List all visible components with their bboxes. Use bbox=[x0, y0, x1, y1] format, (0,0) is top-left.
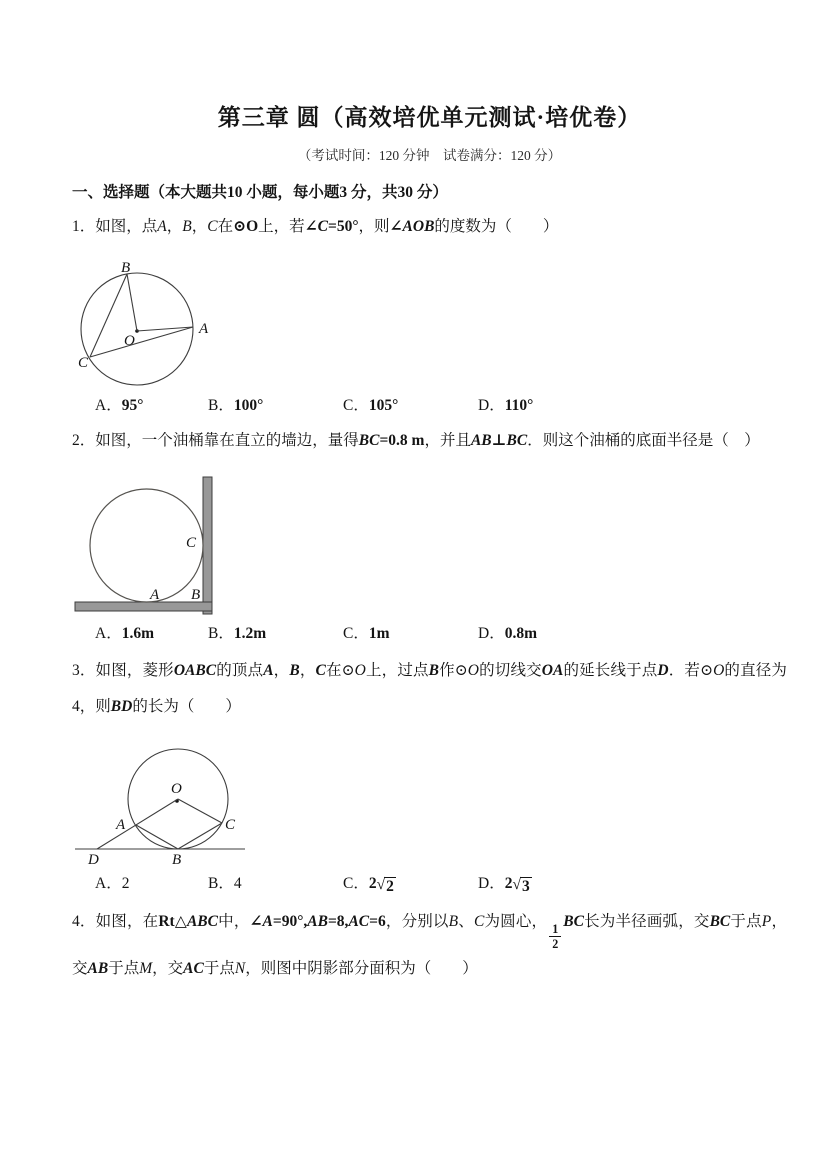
option-value: 1m bbox=[368, 625, 390, 642]
point-label-A: A bbox=[199, 320, 209, 337]
q3-option-c bbox=[343, 873, 478, 896]
segment-BO bbox=[127, 274, 137, 331]
option-value: 4 bbox=[233, 874, 242, 892]
point-label-C: C bbox=[225, 816, 236, 833]
segment-CA bbox=[90, 327, 193, 357]
point-label-B: B bbox=[121, 260, 131, 276]
option-label: A． bbox=[95, 625, 122, 642]
option-value: 110° bbox=[504, 396, 534, 414]
option-label: A． bbox=[95, 396, 122, 414]
segment-BC bbox=[178, 823, 222, 849]
q1-option-d bbox=[478, 395, 533, 417]
point-label-O: O bbox=[124, 332, 135, 349]
option-value: 0.8m bbox=[504, 625, 537, 642]
option-value: 2 √ 2 bbox=[368, 874, 394, 895]
option-label: C． bbox=[343, 625, 369, 642]
question-2-figure bbox=[60, 474, 235, 619]
segment-AB bbox=[136, 825, 178, 849]
q3-option-a bbox=[95, 873, 208, 895]
option-value: 105° bbox=[368, 396, 399, 414]
q3-option-b bbox=[208, 873, 343, 895]
point-label-O: O bbox=[171, 780, 182, 797]
wall bbox=[203, 477, 212, 614]
q2-option-a bbox=[95, 623, 208, 645]
option-label: B． bbox=[208, 625, 234, 642]
section-header: 一、选择题（本大题共10 小题，每小题3 分，共30 分） bbox=[72, 184, 448, 201]
question-3-text: 3．如图，菱形OABC的顶点A，B，C在⊙O上，过点B作⊙O的切线交OA的延长线于点D．若⊙O的直径为4，则BD的长为（ ） bbox=[72, 662, 787, 715]
point-label-A: A bbox=[116, 816, 126, 833]
question-2-options bbox=[72, 623, 787, 645]
point-label-C: C bbox=[186, 535, 197, 551]
option-value: 2 √ 3 bbox=[504, 874, 530, 895]
q3-option-d bbox=[478, 873, 532, 896]
exam-info-subtitle: （考试时间：120 分钟 试卷满分：120 分） bbox=[297, 148, 562, 163]
option-label: A． bbox=[95, 874, 122, 892]
q2-option-c bbox=[343, 623, 478, 645]
option-value: 1.2m bbox=[233, 625, 267, 642]
point-label-B: B bbox=[172, 851, 182, 868]
point-label-B: B bbox=[191, 587, 201, 603]
q1-option-c bbox=[343, 395, 478, 417]
question-4-text: 4．如图，在Rt△ABC中，∠A=90°,AB=8,AC=6，分别以B、C为圆心， $\frac{1}{2}$ BC长为半径画弧，交BC于点P，交AB于点M，交AC于点N，则图中阴影部分面积为（ ） bbox=[72, 913, 787, 978]
point-label-C: C bbox=[78, 354, 89, 371]
question-3-options bbox=[72, 873, 787, 896]
option-label: D． bbox=[478, 625, 505, 642]
option-value: 95° bbox=[121, 396, 144, 414]
question-3-figure bbox=[40, 741, 270, 871]
q1-option-a bbox=[95, 395, 208, 417]
option-label: C． bbox=[343, 874, 369, 892]
option-label: B． bbox=[208, 874, 234, 892]
page-title: 第三章 圆（高效培优单元测试·培优卷） bbox=[217, 105, 642, 130]
question-1-figure bbox=[60, 261, 260, 401]
point-label-A: A bbox=[150, 587, 160, 603]
floor bbox=[75, 602, 212, 611]
option-value: 2 bbox=[121, 874, 130, 892]
option-label: B． bbox=[208, 396, 234, 414]
option-value: 100° bbox=[233, 396, 264, 414]
option-label: C． bbox=[343, 396, 369, 414]
q2-option-d bbox=[478, 623, 537, 645]
question-1-options bbox=[72, 395, 787, 417]
option-value: 1.6m bbox=[121, 625, 154, 642]
option-label: D． bbox=[478, 396, 505, 414]
question-1-text: 1．如图，点A，B，C在⊙O上，若∠C=50°，则∠AOB的度数为（ ） bbox=[72, 218, 559, 235]
segment-BC bbox=[90, 274, 127, 357]
point-label-D: D bbox=[88, 851, 99, 868]
option-label: D． bbox=[478, 874, 505, 892]
question-2-text: 2．如图，一个油桶靠在直立的墙边，量得BC=0.8 m，并且AB⊥BC．则这个油桶的底面半径是（ ） bbox=[72, 431, 760, 449]
segment-OC bbox=[178, 799, 222, 823]
q2-option-b bbox=[208, 623, 343, 645]
q1-option-b bbox=[208, 395, 343, 417]
